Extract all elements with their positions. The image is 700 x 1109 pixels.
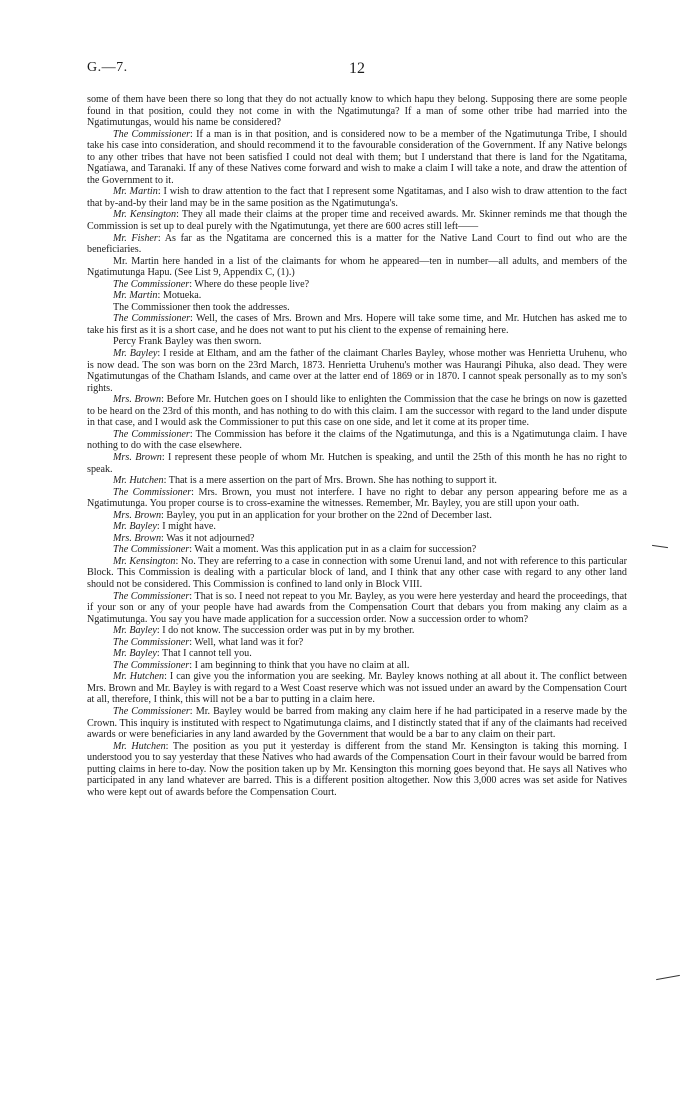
paragraph-text: Was it not adjourned? (166, 532, 255, 544)
transcript-paragraph: Mr. Kensington: They all made their claims at the proper time and received awards. Mr. Skinner reminds me that though the Commission is set up to deal purely with the Ngatimutunga, yet there are 600 acres still left—— (87, 209, 627, 233)
margin-mark (652, 545, 668, 548)
paragraph-text: As far as the Ngatitama are concerned this is a matter for the Native Land Court to find out who are the beneficiaries. (87, 232, 627, 256)
speaker-name: The Commissioner (113, 705, 190, 717)
page-header (87, 60, 627, 80)
transcript-paragraph (87, 256, 627, 279)
paragraph-text: Mr. Bayley would be barred from making any claim here if he had participated in a reserve made by the Crown. This inquiry is instituted with respect to Ngatimutunga claims, and I distinctly stated that if any of the claimants had received awards or were beneficiaries in any land awarded by the Government that would be a bar to any claim on their part. (87, 705, 627, 741)
transcript-paragraph: The Commissioner: The Commission has before it the claims of the Ngatimutunga, and this is a Ngatimutunga claim. I have nothing to do with the case elsewhere. (87, 428, 627, 452)
transcript-paragraph: The Commissioner: Wait a moment. Was this application put in as a claim for succession? (113, 544, 477, 556)
speaker-name: Mr. Martin (113, 290, 158, 302)
paragraph-text: Where do these people live? (194, 278, 310, 290)
transcript-paragraph (87, 302, 627, 314)
speaker-name: Mr. Hutchen (113, 475, 164, 487)
transcript-paragraph: The Commissioner: Where do these people live? (113, 278, 310, 290)
transcript-paragraph: Mr. Kensington: No. They are referring to a case in connection with some Urenui land, and not with reference to this particular Block. This Commission is dealing with a particular block of land, and I think that any other case with regard to any other land should not be considered. This Commission is confined to land only in Block VIII. (87, 555, 627, 590)
paragraph-text: I might have. (162, 521, 216, 533)
transcript-paragraph: Mrs. Brown: Bayley, you put in an application for your brother on the 22nd of December last. (113, 509, 492, 521)
speaker-name: Mr. Kensington (113, 555, 176, 567)
paragraph-text: The Commission has before it the claims of the Ngatimutunga, and this is a Ngatimutunga claim. I have nothing to do with the case elsewhere. (87, 428, 627, 452)
paragraph-text: Well, the cases of Mrs. Brown and Mrs. Hopere will take some time, and Mr. Hutchen has asked me to take his first as it is a short case, and he does not want to put his client to the expense of remaining here. (87, 313, 627, 336)
margin-mark (656, 975, 680, 980)
paragraph-text: Motueka. (162, 290, 202, 302)
transcript-paragraph: Mr. Hutchen: I can give you the information you are seeking. Mr. Bayley knows nothing at all about it. The conflict between Mrs. Brown and Mr. Bayley is with regard to a West Coast reserve which was not issued under an award by the Compensation Court at all, therefore, I think, this will not be a bar to putting in a claim here. (87, 671, 627, 706)
paragraph-text: I wish to draw attention to the fact that I represent some Ngatitamas, and I also wish to draw attention to the fact that by-and-by their land may be in the same position as the Ngatimutunga's. (87, 186, 627, 209)
speaker-name: Mr. Bayley (113, 348, 158, 360)
transcript-paragraph: Mr. Bayley: I might have. (113, 521, 216, 533)
transcript-paragraph: The Commissioner: Well, what land was it for? (113, 636, 304, 648)
paragraph-text: That is a mere assertion on the part of Mrs. Brown. She has nothing to support it. (168, 475, 497, 487)
speaker-name: Mr. Kensington (113, 209, 177, 221)
transcript-paragraph: Mr. Fisher: As far as the Ngatitama are concerned this is a matter for the Native Land Court to find out who are the beneficiaries. (87, 232, 627, 256)
speaker-name: Mr. Hutchen (113, 671, 165, 683)
paragraph-text: Percy Frank Bayley was then sworn. (113, 336, 262, 348)
speaker-name: The Commissioner (113, 278, 190, 290)
transcript-paragraph: Mrs. Brown: Before Mr. Hutchen goes on I should like to enlighten the Commission that the case he brings on now is gazetted to be heard on the 23rd of this month, and has nothing to do with this claim. I am the successor with regard to the land under dispute in that case, and I would ask the Commissioner to put this case on one side, and let it come at its proper time. (87, 394, 627, 429)
paragraph-text: I reside at Eltham, and am the father of the claimant Charles Bayley, whose mother was Henrietta Uruhenu, who is now dead. The son was born on the 23rd March, 1873. Henrietta Uruhenu's mother was Haurangi Pihuka, also dead. They were Ngatimutungas of the Chatham Islands, and came over at the latter end of 1869 or in 1870. I cannot speak personally as to my son's rights. (87, 348, 627, 394)
speaker-name: Mrs. Brown (113, 451, 162, 463)
paragraph-text: I represent these people of whom Mr. Hutchen is speaking, and until the 25th of this month he has no right to speak. (87, 451, 627, 475)
paragraph-text: The Commissioner then took the addresses. (113, 301, 290, 313)
paragraph-text: That I cannot tell you. (162, 648, 252, 660)
speaker-name: The Commissioner (113, 428, 190, 440)
transcript-paragraph: The Commissioner: Mrs. Brown, you must not interfere. I have no right to debar any person appearing before me as a Ngatimutunga. You proper course is to cross-examine the witnesses. Remember, Mr. Bayley, you are still upon your oath. (87, 486, 627, 510)
transcript-paragraph: Mr. Bayley: I reside at Eltham, and am the father of the claimant Charles Bayley, whose mother was Henrietta Uruhenu, who is now dead. The son was born on the 23rd March, 1873. Henrietta Uruhenu's mother was Haurangi Pihuka, also dead. They were Ngatimutungas of the Chatham Islands, and came over at the latter end of 1869 or in 1870. I cannot speak personally as to my son's rights. (87, 348, 627, 394)
paragraph-text: That is so. I need not repeat to you Mr. Bayley, as you were here yesterday and heard the proceedings, that if your son or any of your people have had awards from the Compensation Court that debars you from making any claim as a Ngatimutunga. You say you have made application for a succession order. Now a succession order to whom? (87, 590, 627, 625)
speaker-name: The Commissioner (113, 659, 190, 671)
parliamentary-paper-ref: G.—7. (87, 60, 128, 75)
speaker-name: The Commissioner (113, 636, 190, 648)
transcript-paragraph (87, 94, 627, 129)
speaker-name: The Commissioner (113, 590, 190, 602)
transcript-paragraph: Mr. Hutchen: The position as you put it yesterday is different from the stand Mr. Kensington is taking this morning. I understood you to say yesterday that these Natives who had awards of the Compensation Court in their favour would be barred from putting claims in here to-day. Now the position taken up by Mr. Kensington this morning goes beyond that. He says all Natives who participated in any land whatever are barred. This is a different position altogether. Now this 3,000 acres was set aside for Natives who were kept out of awards before the Compensation Court. (87, 740, 627, 798)
speaker-name: Mrs. Brown (113, 509, 162, 521)
paragraph-text: Before Mr. Hutchen goes on I should like to enlighten the Commission that the case he brings on now is gazetted to be heard on the 23rd of this month, and has nothing to do with this claim. I am the successor with regard to the land under dispute in that case, and I would ask the Commissioner to put this case on one side, and let it come at its proper time. (87, 394, 627, 429)
transcript-paragraph: Mr. Bayley: I do not know. The succession order was put in by my brother. (113, 625, 415, 637)
speaker-name: Mrs. Brown (113, 532, 162, 544)
transcript-body (87, 94, 627, 798)
paragraph-text: No. They are referring to a case in connection with some Urenui land, and not with reference to this particular Block. This Commission is dealing with a particular block of land, and I think that any other case with regard to any other land should not be considered. This Commission is confined to land only in Block VIII. (87, 555, 627, 590)
paragraph-text: I do not know. The succession order was put in by my brother. (162, 625, 415, 637)
speaker-name: Mrs. Brown (113, 394, 162, 406)
paragraph-text: They all made their claims at the proper time and received awards. Mr. Skinner reminds me that though the Commission is set up to deal purely with the Ngatimutunga, yet there are 600 acres still left—— (87, 209, 627, 233)
transcript-paragraph: Mr. Martin: Motueka. (113, 290, 202, 302)
speaker-name: Mr. Bayley (113, 648, 157, 660)
transcript-paragraph: The Commissioner: If a man is in that position, and is considered now to be a member of the Ngatimutunga Tribe, I should take his case into consideration, and should recommend it to the favourable consideration of the Government. If any Native belongs to any other tribes that have not been satisfied I could not deal with them; but I understand that there is land for the Ngatitama, Ngatiawa, and Taranaki. If any of these Natives come forward and wish to make a claim I will take a note, and draw the attention of the Government to it. (87, 128, 627, 186)
paragraph-text: The position as you put it yesterday is different from the stand Mr. Kensington is taking this morning. I understood you to say yesterday that these Natives who had awards of the Compensation Court in their favour would be barred from putting claims in here to-day. Now the position taken up by Mr. Kensington this morning goes beyond that. He says all Natives who participated in any land whatever are barred. This is a different position altogether. Now this 3,000 acres was set aside for Natives who were kept out of awards before the Compensation Court. (87, 740, 627, 798)
speaker-name: The Commissioner (113, 486, 192, 498)
transcript-paragraph: The Commissioner: Mr. Bayley would be barred from making any claim here if he had participated in a reserve made by the Crown. This inquiry is instituted with respect to Ngatimutunga claims, and I distinctly stated that if any of the claimants had received awards or were beneficiaries in any land awarded by the Government that would be a bar to any claim on their part. (87, 705, 627, 741)
transcript-paragraph: The Commissioner: Well, the cases of Mrs. Brown and Mrs. Hopere will take some time, and Mr. Hutchen has asked me to take his first as it is a short case, and he does not want to put his client to the expense of remaining here. (87, 313, 627, 336)
speaker-name: Mr. Fisher (113, 232, 158, 244)
transcript-paragraph: Mrs. Brown: I represent these people of whom Mr. Hutchen is speaking, and until the 25th of this month he has no right to speak. (87, 451, 627, 475)
paragraph-text: Well, what land was it for? (194, 636, 304, 648)
speaker-name: The Commissioner (113, 544, 190, 556)
transcript-paragraph: Mr. Bayley: That I cannot tell you. (113, 648, 252, 660)
paragraph-text: If a man is in that position, and is considered now to be a member of the Ngatimutunga Tribe, I should take his case into consideration, and should recommend it to the favourable consideration of the Government. If any Native belongs to any other tribes that have not been satisfied I could not deal with them; but I understand that there is land for the Ngatitama, Ngatiawa, and Taranaki. If any of these Natives come forward and wish to make a claim I will take a note, and draw the attention of the Government to it. (87, 128, 627, 186)
page-number: 12 (349, 60, 365, 77)
paragraph-text: Mr. Martin here handed in a list of the claimants for whom he appeared—ten in number—all adults, and members of the Ngatimutunga Hapu. (See List 9, Appendix C, (1).) (87, 255, 627, 279)
transcript-paragraph: The Commissioner: I am beginning to think that you have no claim at all. (113, 659, 410, 671)
transcript-paragraph: The Commissioner: That is so. I need not repeat to you Mr. Bayley, as you were here yesterday and heard the proceedings, that if your son or any of your people have had awards from the Compensation Court that debars you from making any claim as a Ngatimutunga. You say you have made application for a succession order. Now a succession order to whom? (87, 590, 627, 625)
transcript-paragraph: Mrs. Brown: Was it not adjourned? (113, 532, 255, 544)
speaker-name: Mr. Hutchen (113, 740, 166, 752)
speaker-name: Mr. Bayley (113, 625, 157, 637)
speaker-name: The Commissioner (113, 313, 191, 325)
paragraph-text: some of them have been there so long that they do not actually know to which hapu they belong. Supposing there are some people found in that position, could they not come in with the Ngatimutunga? If a man of some other tribe had married into the Ngatimutungas, would his name be considered? (87, 94, 627, 129)
transcript-paragraph (87, 336, 627, 348)
speaker-name: Mr. Martin (113, 186, 158, 198)
transcript-paragraph: Mr. Hutchen: That is a mere assertion on the part of Mrs. Brown. She has nothing to support it. (113, 475, 497, 487)
speaker-name: Mr. Bayley (113, 521, 157, 533)
transcript-paragraph: Mr. Martin: I wish to draw attention to the fact that I represent some Ngatitamas, and I also wish to draw attention to the fact that by-and-by their land may be in the same position as the Ngatimutunga's. (87, 186, 627, 209)
paragraph-text: I can give you the information you are seeking. Mr. Bayley knows nothing at all about it. The conflict between Mrs. Brown and Mr. Bayley is with regard to a West Coast reserve which was not issued under an award by the Compensation Court at all, therefore, I think, this will not be a bar to putting in a claim here. (87, 671, 627, 706)
paragraph-text: I am beginning to think that you have no claim at all. (194, 659, 410, 671)
paragraph-text: Bayley, you put in an application for your brother on the 22nd of December last. (166, 509, 492, 521)
paragraph-text: Mrs. Brown, you must not interfere. I have no right to debar any person appearing before me as a Ngatimutunga. You proper course is to cross-examine the witnesses. Remember, Mr. Bayley, you are still upon your oath. (87, 486, 627, 510)
speaker-name: The Commissioner (113, 128, 191, 140)
paragraph-text: Wait a moment. Was this application put in as a claim for succession? (194, 544, 477, 556)
